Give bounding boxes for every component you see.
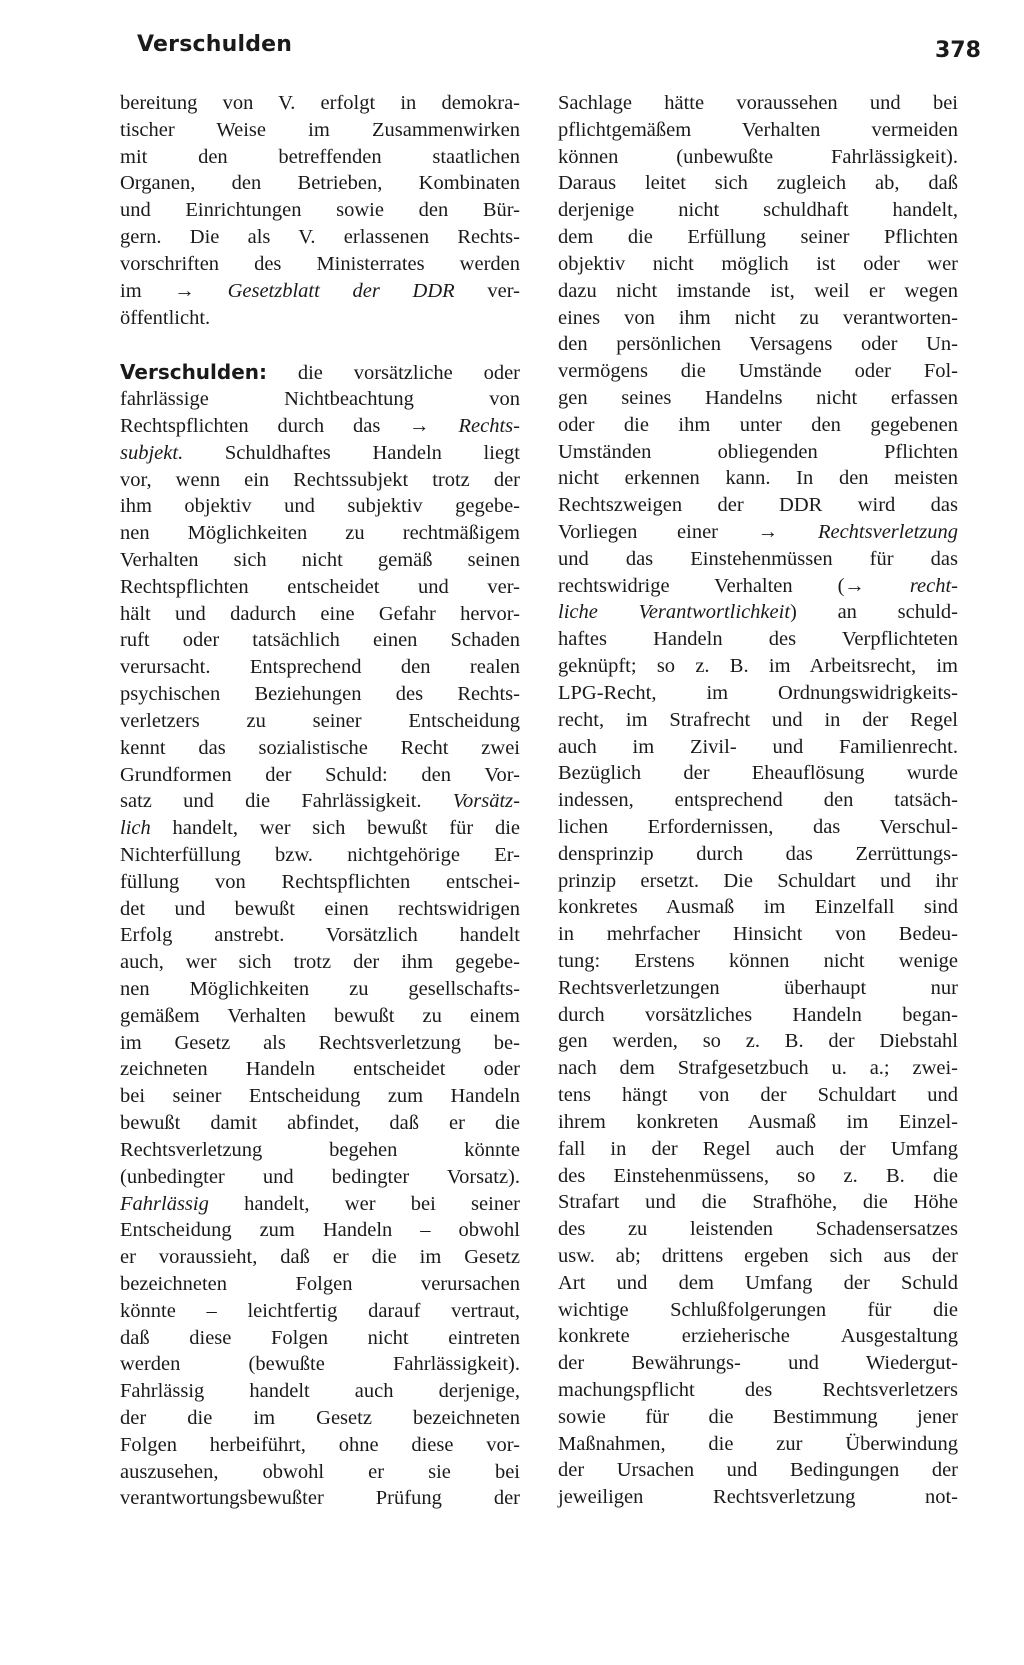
text-line: LPG-Recht, im Ordnungswidrigkeits- [558,681,958,704]
text-line: öffentlicht. [120,306,211,329]
text-line: vermögens die Umstände oder Fol- [558,360,958,383]
text-line: zeichneten Handeln entscheidet oder [120,1058,520,1081]
text-line: können (unbewußte Fahrlässigkeit). [558,145,958,168]
text-line: dem die Erfüllung seiner Pflichten [558,226,958,249]
text-line: geknüpft; so z. B. im Arbeitsrecht, im [558,655,958,678]
italic-term: liche Verantwortlichkeit [558,601,791,624]
text-line: densprinzip durch das Zerrüttungs- [558,842,958,865]
italic-term: Fahrlässig [120,1192,209,1215]
text-line: rechtswidrige Verhalten (→ recht- [558,574,958,597]
text-line: pflichtgemäßem Verhalten vermeiden [558,118,958,141]
text-line: Vorliegen einer → Rechtsverletzung [558,521,958,543]
text-line: bewußt damit abfindet, daß er die [120,1112,520,1135]
right-column [558,90,958,1511]
text-line: Maßnahmen, die zur Überwindung [558,1432,958,1455]
text-line: vorschriften des Ministerrates werden [120,252,520,275]
text-line: konkrete erzieherische Ausgestaltung [558,1325,958,1348]
entry-body [120,386,520,1512]
text-line: Bezüglich der Eheauflösung wurde [558,762,958,785]
text-line: Strafart und die Strafhöhe, die Höhe [558,1191,958,1214]
text-line: Sachlage hätte voraussehen und bei [558,92,958,114]
text-line: Rechtsverletzung begehen könnte [120,1138,520,1161]
text-line: lich handelt, wer sich bewußt für die [120,817,520,840]
text-line: gern. Die als V. erlassenen Rechts- [120,226,520,249]
text-line: usw. ab; drittens ergeben sich aus der [558,1244,958,1267]
italic-term: Rechtsverletzung [817,521,958,543]
right-column-text [558,90,958,1511]
text-line: tens hängt von der Schuldart und [558,1084,958,1107]
text-line: konkretes Ausmaß im Einzelfall sind [558,896,958,919]
text-line: oder die ihm unter den gegebenen [558,413,958,436]
text-line: derjenige nicht schuldhaft handelt, [558,199,958,222]
text-line: indessen, entsprechend den tatsäch- [558,789,958,812]
text-line: Daraus leitet sich zugleich ab, daß [558,172,958,195]
text-line: Verhalten sich nicht gemäß seinen [120,549,520,571]
entry-first-line-text: die vorsätzliche oder [267,362,520,385]
text-line: den persönlichen Versagens oder Un- [558,333,958,356]
text-line: ihm objektiv und subjektiv gegebe- [120,495,520,518]
text-line: lichen Erfordernissen, das Verschul- [558,815,958,838]
italic-term: Rechts- [458,414,520,437]
text-line: Rechtsverletzungen überhaupt nur [558,976,958,999]
left-column [120,90,520,1512]
text-line: verursacht. Entsprechend den realen [120,656,520,679]
text-line: auszusehen, obwohl er sie bei [120,1460,520,1483]
text-line: werden (bewußte Fahrlässigkeit). [120,1353,520,1376]
text-line: der Ursachen und Bedingungen der [558,1459,958,1482]
text-line: subjekt. Schuldhaftes Handeln liegt [120,441,520,464]
text-line: gen werden, so z. B. der Diebstahl [558,1030,958,1053]
text-line: ihrem konkreten Ausmaß im Einzel- [558,1110,958,1133]
text-line: eines von ihm nicht zu verantworten- [558,306,958,329]
text-line: prinzip ersetzt. Die Schuldart und ihr [558,869,958,892]
text-line: und Einrichtungen sowie den Bür- [120,199,520,222]
text-line: tischer Weise im Zusammenwirken [120,118,520,141]
italic-term: Gesetzblatt der DDR [227,279,455,302]
text-line: dazu nicht imstande ist, weil er wegen [558,279,958,302]
text-line: verantwortungsbewußter Prüfung der [120,1487,520,1510]
page-number: 378 [935,38,981,63]
entry-first-line [120,359,520,386]
text-line: Grundformen der Schuld: den Vor- [120,763,520,786]
text-line: bezeichneten Folgen verursachen [120,1272,520,1295]
text-line: liche Verantwortlichkeit) an schuld- [558,601,958,624]
entry-paragraph [120,359,520,1512]
text-line: verletzers zu seiner Entscheidung [120,709,520,732]
text-line: psychischen Beziehungen des Rechts- [120,683,520,706]
text-line: gemäßem Verhalten bewußt zu einem [120,1004,520,1027]
text-line: tung: Erstens können nicht wenige [558,950,958,972]
text-line: Folgen herbeiführt, ohne diese vor- [120,1433,520,1456]
text-line: Entscheidung zum Handeln – obwohl [120,1219,520,1242]
paragraph-gap [120,331,520,359]
italic-term: subjekt. [120,441,184,464]
text-line: det und bewußt einen rechtswidrigen [120,897,520,920]
text-line: Nichterfüllung bzw. nichtgehörige Er- [120,843,520,866]
text-line: könnte – leichtfertig darauf vertraut, [120,1299,520,1322]
text-line: in mehrfacher Hinsicht von Bedeu- [558,923,958,946]
continuation-paragraph [120,90,520,331]
text-line: ruft oder tatsächlich einen Schaden [120,629,520,652]
text-line: satz und die Fahrlässigkeit. Vorsätz- [120,790,520,813]
text-line: nach dem Strafgesetzbuch u. a.; zwei- [558,1057,958,1080]
text-line: recht, im Strafrecht und in der Regel [558,708,958,731]
text-line: mit den betreffenden staatlichen [120,145,520,168]
text-line: Rechtspflichten entscheidet und ver- [120,575,520,598]
text-line: Fahrlässig handelt, wer bei seiner [120,1192,520,1215]
text-line: der die im Gesetz bezeichneten [120,1407,520,1429]
text-line: durch vorsätzliches Handeln began- [558,1003,958,1026]
text-line: fahrlässige Nichtbeachtung von [120,388,520,411]
text-line: füllung von Rechtspflichten entschei- [120,870,520,893]
text-line: wichtige Schlußfolgerungen für die [558,1298,958,1321]
text-line: fall in der Regel auch der Umfang [558,1137,958,1160]
text-line: nen Möglichkeiten zu rechtmäßigem [120,522,520,545]
text-line: bereitung von V. erfolgt in demokra- [120,92,520,114]
text-line: daß diese Folgen nicht eintreten [120,1326,520,1349]
text-line: bei seiner Entscheidung zum Handeln [120,1085,520,1108]
text-line: (unbedingter und bedingter Vorsatz). [120,1165,520,1188]
text-line: Fahrlässig handelt auch derjenige, [120,1380,520,1403]
text-line: der Bewährungs- und Wiedergut- [558,1352,958,1375]
text-line: kennt das sozialistische Recht zwei [120,736,520,759]
text-line: des Einstehenmüssens, so z. B. die [558,1164,958,1187]
text-line: Rechtspflichten durch das → Rechts- [120,414,520,437]
text-line: im Gesetz als Rechtsverletzung be- [120,1031,520,1054]
text-line: nicht erkennen kann. In den meisten [558,467,958,490]
text-line: auch, wer sich trotz der ihm gegebe- [120,951,520,974]
entry-keyword: Verschulden: [120,360,268,385]
text-line: nen Möglichkeiten zu gesellschafts- [120,978,520,1000]
text-line: des zu leistenden Schadensersatzes [558,1218,958,1241]
text-line: Organen, den Betrieben, Kombinaten [120,172,520,195]
text-line: haftes Handeln des Verpflichteten [558,628,958,651]
text-line: machungspflicht des Rechtsverletzers [558,1379,958,1401]
text-line: Art und dem Umfang der Schuld [558,1271,958,1294]
text-line: Umständen obliegenden Pflichten [558,440,958,463]
italic-term: Vorsätz- [452,790,520,813]
text-line: Rechtszweigen der DDR wird das [558,494,958,517]
italic-term: lich [120,817,151,840]
text-line: jeweiligen Rechtsverletzung not- [558,1486,958,1509]
italic-term: recht- [909,574,958,597]
text-line: Erfolg anstrebt. Vorsätzlich handelt [120,924,520,947]
text-line: sowie für die Bestimmung jener [558,1405,958,1428]
text-line: im → Gesetzblatt der DDR ver- [120,279,520,302]
text-line: er voraussieht, daß er die im Gesetz [120,1246,520,1269]
text-line: auch im Zivil- und Familienrecht. [558,735,958,758]
text-line: hält und dadurch eine Gefahr hervor- [120,602,520,625]
text-line: objektiv nicht möglich ist oder wer [558,252,958,275]
text-line: vor, wenn ein Rechtssubjekt trotz der [120,468,520,491]
text-line: gen seines Handelns nicht erfassen [558,386,958,409]
text-line: und das Einstehenmüssen für das [558,547,958,570]
running-header-word: Verschulden [137,32,293,57]
